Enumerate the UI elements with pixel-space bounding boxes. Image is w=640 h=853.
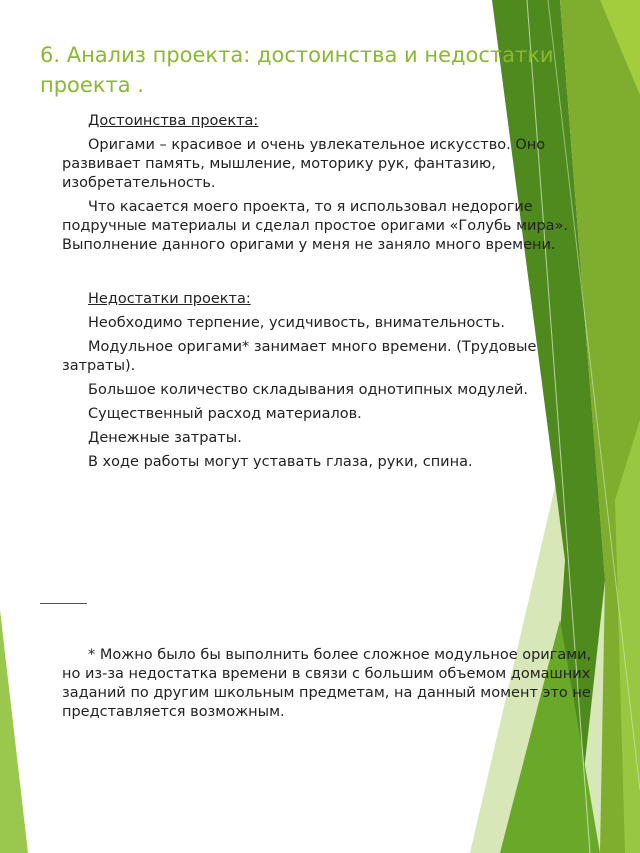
advantage-paragraph: Что касается моего проекта, то я использовал недорогие подручные материалы и сделал простое оригами «Голубь мира». Выполнение данного оригами у меня не заняло много времени. <box>62 199 569 253</box>
advantages-heading: Достоинства проекта: <box>88 113 259 129</box>
disadvantage-item: Большое количество складывания однотипных модулей. <box>88 382 528 398</box>
disadvantage-item: Модульное оригами* занимает много времени. (Трудовые затраты). <box>62 339 537 374</box>
slide-title: 6. Анализ проекта: достоинства и недостатки проекта . <box>40 43 554 97</box>
footnote-divider <box>40 603 87 604</box>
disadvantage-item: В ходе работы могут уставать глаза, руки, спина. <box>88 454 473 470</box>
disadvantage-item: Необходимо терпение, усидчивость, внимательность. <box>88 315 505 331</box>
disadvantage-item: Существенный расход материалов. <box>88 406 362 422</box>
disadvantage-item: Денежные затраты. <box>88 430 242 446</box>
slide-body <box>62 112 607 477</box>
advantage-paragraph: Оригами – красивое и очень увлекательное искусство. Оно развивает память, мышление, моторику рук, фантазию, изобретательность. <box>62 137 546 191</box>
section-gap <box>62 260 607 290</box>
left-green-stripe <box>0 610 28 853</box>
footnote-text: * Можно было бы выполнить более сложное модульное оригами, но из-за недостатка времени в связи с большим объемом домашних заданий по другим школьным предметам, на данный момент это не представляется возможным. <box>62 647 592 720</box>
disadvantages-heading: Недостатки проекта: <box>88 291 251 307</box>
